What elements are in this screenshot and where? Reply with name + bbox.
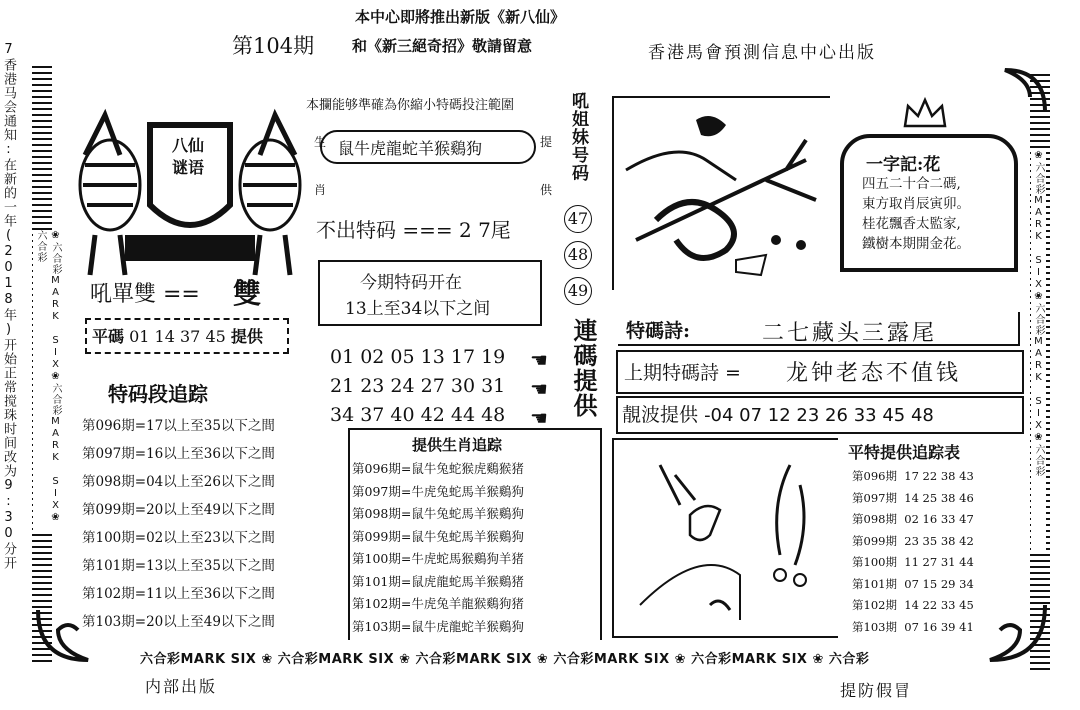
poem-line: 鐵樹本期開金花。	[862, 236, 970, 252]
flat-tracking-issue: 第103期	[852, 619, 897, 634]
zodiac-tracking-title: 提供生肖追踪	[412, 436, 503, 454]
number-row: 21 23 24 27 30 31	[330, 375, 506, 397]
flat-tracking-row	[852, 531, 974, 553]
flat-tracking-issue: 第097期	[852, 490, 897, 505]
special-poem-text: 二七藏头三露尾	[762, 321, 938, 346]
flat-tracking-nums: 14 22 33 45	[904, 598, 974, 612]
sister-number: 49	[564, 277, 592, 305]
poem-line: 四五二十合二碼,	[862, 176, 961, 192]
flat-tracking-row	[852, 552, 974, 574]
flat-tracking-issue: 第096期	[852, 469, 897, 483]
header-notice-2: 和《新三絕奇招》敬請留意	[352, 37, 533, 55]
zodiac-row: 第097期=牛虎兔蛇馬羊猴鷄狗	[352, 483, 524, 499]
no-tail-line: 不出特码 === 2 7尾	[316, 218, 511, 242]
flat-tracking-title: 平特提供追踪表	[848, 443, 961, 462]
flat-tracking-issue: 第100期	[852, 555, 897, 569]
number-rows	[330, 343, 505, 430]
footer-right: 提防假冒	[840, 681, 913, 700]
segment-row: 第102期=11以上至36以下之間	[82, 586, 275, 602]
corner-scroll-icon	[28, 600, 98, 670]
publisher: 香港馬會預測信息中心出版	[648, 43, 876, 63]
flat-tracking-row	[852, 617, 974, 639]
zodiac-row: 第102期=牛虎兔羊龍猴鷄狗猪	[352, 596, 524, 611]
single-double-value: 雙	[233, 277, 262, 310]
poem-line: 東方取肖辰寅卯。	[862, 196, 970, 212]
footer-band: 六合彩MARK SIX ❀ 六合彩MARK SIX ❀ 六合彩MARK SIX ❀ 六合彩MARK SIX ❀ 六合彩MARK SIX ❀ 六合彩	[140, 652, 870, 667]
sisters-title: 吼姐妹号码	[568, 92, 588, 182]
number-row: 01 02 05 13 17 19	[330, 346, 506, 368]
zodiac-row: 第096期=鼠牛兔蛇猴虎鷄猴猪	[352, 461, 524, 476]
zebra-logo	[65, 95, 315, 285]
zodiac-row: 第098期=鼠牛兔蛇馬羊猴鷄狗	[352, 506, 524, 521]
segment-row: 第103期=20以上至49以下之間	[82, 614, 275, 630]
wave-numbers: -04 07 12 23 26 33 45 48	[704, 405, 934, 426]
snake-illustration	[616, 100, 828, 288]
sister-number: 47	[564, 205, 592, 233]
last-poem-text: 龙钟老态不值钱	[786, 361, 962, 386]
wave-line	[622, 400, 934, 427]
zodiac-row: 第101期=鼠虎龍蛇馬羊猴鷄猪	[352, 573, 524, 589]
flat-tracking-nums: 07 15 29 34	[904, 576, 974, 591]
sister-number: 48	[564, 241, 592, 269]
poem-line: 桂花飄香太監家,	[862, 216, 961, 232]
flat-tracking-issue: 第099期	[852, 533, 897, 548]
range-banner-zodiacs: 鼠牛虎龍蛇羊猴鷄狗	[338, 139, 483, 158]
zodiac-row: 第099期=鼠牛兔蛇馬羊猴鷄狗	[352, 528, 524, 544]
flat-tracking-issue: 第098期	[852, 512, 897, 526]
segment-row: 第096期=17以上至35以下之間	[82, 418, 275, 434]
flat-tracking-nums: 14 25 38 46	[904, 490, 974, 505]
special-poem-label: 特碼詩:	[626, 320, 691, 342]
segment-row: 第097期=16以上至36以下之間	[82, 446, 275, 462]
poem-lines	[862, 174, 970, 254]
flat-tracking-row	[852, 595, 974, 617]
segment-row: 第099期=20以上至49以下之間	[82, 502, 275, 518]
range-banner-right: 提 供	[540, 135, 553, 197]
flat-tracking-nums: 23 35 38 42	[904, 533, 974, 548]
issue-number: 第104期	[232, 34, 315, 58]
corner-scroll-icon	[995, 62, 1055, 122]
flat-tracking-row	[852, 574, 974, 596]
segment-tracking-list	[82, 412, 275, 636]
flat-tracking-table	[852, 466, 974, 638]
segment-row: 第101期=13以上至35以下之間	[82, 558, 275, 574]
poem-title: 一字記:花	[866, 155, 941, 175]
flat-tracking-nums: 07 16 39 41	[904, 619, 974, 634]
zodiac-row: 第103期=鼠牛虎龍蛇羊猴鷄狗	[352, 618, 524, 634]
flat-tracking-issue: 第101期	[852, 576, 897, 591]
flat-tracking-nums: 11 27 31 44	[904, 555, 974, 569]
vertical-notice: 7香港马会通知:在新的一年(2018年)开始正常搅珠时间改为9:30分开	[1, 42, 16, 570]
zodiac-row: 第100期=牛虎蛇馬猴鷄狗羊猪	[352, 551, 524, 566]
single-double-label: 吼單雙 ==	[90, 282, 200, 307]
flat-code-label: 平碼	[92, 327, 125, 346]
right-side-band: ❀六合彩MARK SIX❀六合彩MARK SIX❀六合彩	[1031, 150, 1046, 550]
corner-scroll-icon	[975, 595, 1055, 675]
special-range-line2: 13上至34以下之间	[345, 299, 491, 319]
flat-tracking-row	[852, 466, 974, 488]
flat-tracking-issue: 第102期	[852, 598, 897, 612]
segment-row: 第100期=02以上至23以下之間	[82, 530, 275, 546]
flat-tracking-row	[852, 488, 974, 510]
segment-row: 第098期=04以上至26以下之間	[82, 474, 275, 490]
bird-icon	[690, 506, 720, 540]
range-banner-title: 本攔能够準確為你縮小特碼投注範圍	[306, 98, 515, 113]
footer-left: 内部出版	[145, 677, 218, 696]
flat-code-numbers: 01 14 37 45	[129, 327, 226, 346]
sisters-numbers	[564, 205, 592, 305]
flat-tracking-nums: 02 16 33 47	[904, 512, 974, 526]
last-poem-label: 上期特碼詩 =	[624, 362, 741, 384]
segment-tracking-title: 特码段追踪	[108, 382, 208, 406]
left-side-band: ❀六合彩MARK SIX❀六合彩MARK SIX❀六合彩	[33, 230, 63, 530]
special-range-line1: 今期特码开在	[360, 273, 462, 293]
crown-icon	[900, 96, 950, 132]
zodiac-tracking-list	[352, 458, 524, 638]
flat-code-suffix: 提供	[230, 327, 263, 346]
number-row: 34 37 40 42 44 48	[330, 404, 506, 426]
header-notice-1: 本中心即將推出新版《新八仙》	[355, 8, 566, 26]
flat-tracking-nums: 17 22 38 43	[904, 469, 974, 483]
bird-illustration	[620, 445, 830, 630]
flat-code-line	[92, 324, 263, 347]
logo-text: 八仙谜语	[171, 136, 204, 177]
wave-label: 靚波提供	[622, 404, 699, 426]
lianma-label: 連碼提供	[569, 318, 598, 418]
range-banner-left: 生 肖	[314, 135, 327, 197]
pointing-hand-icon: ☚ ☚ ☚	[530, 348, 548, 430]
flat-tracking-row	[852, 509, 974, 531]
